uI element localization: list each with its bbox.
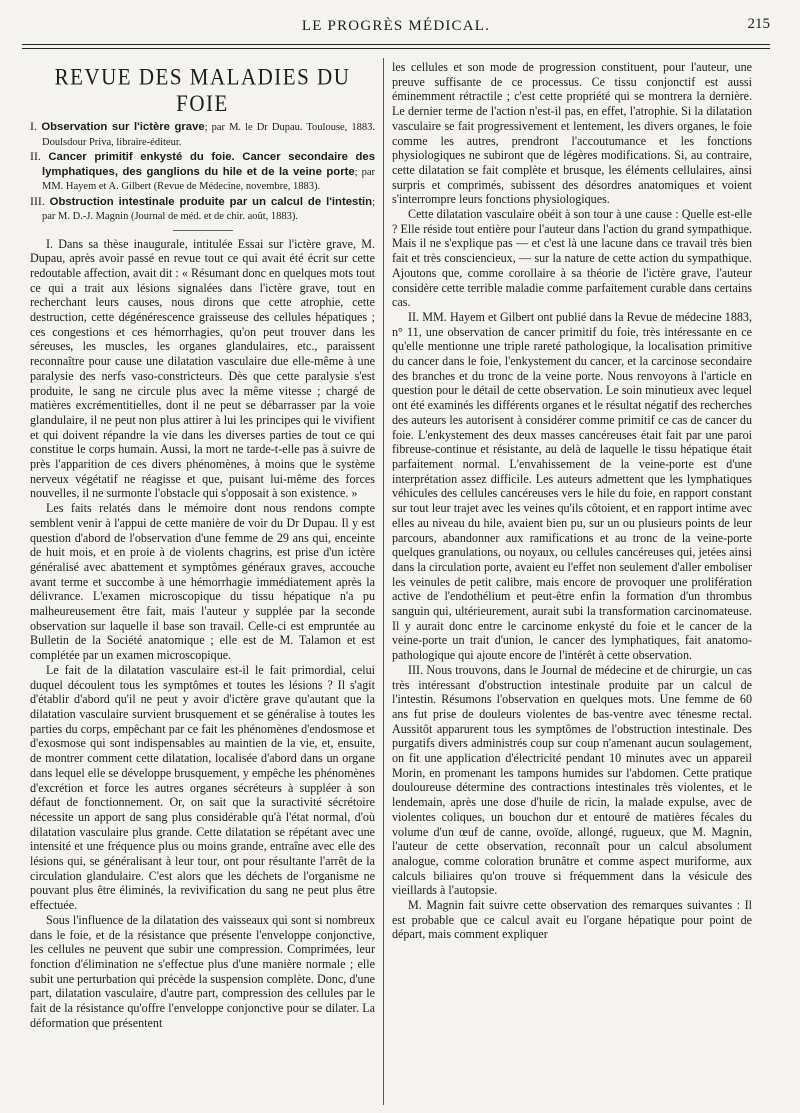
page-number: 215 <box>747 16 770 32</box>
body-paragraph: II. MM. Hayem et Gilbert ont publié dans la Revue de médecine 1883, n° 11, une observation de cancer primitif du foie, très intéressante en ce qu'elle mentionne une triple rareté pathologique, la localisation primitive du cancer dans le foie, l'enkystement du cancer, et la carcinose secondaire des branches et du tronc de la veine porte. Nous renvoyons à l'article en question pour le détail de cette observation. Le soin minutieux avec lequel ont été examinés les différents organes et le résultat négatif des recherches des auteurs les autorisent à considérer comme primitif ce cas de cancer du foie. L'enkystement des deux masses cancéreuses était fait par une paroi fibreuse-continue et résistante, au delà de laquelle le tissu hépatique était parfaitement normal. L'envahissement de la veine-porte est d'une interprétation assez difficile. Les auteurs admettent que les lymphatiques véhicules des cellules cancéreuses vers le hile du foie, en rapport constant sur tout leur trajet avec les veines qu'ils côtoient, et en rapport intime avec elles au niveau du hile, avaient bien pu, sur un ou plusieurs points de leur parcours, abandonner aux ramifications et au tronc de la veine-porte quelques granulations, ou noyaux, ou cellules cancéreuses qui, jetées ainsi dans la circulation porte, avaient eu l'effet non seulement d'aller emboliser les veinules de petit calibre, mais encore de provoquer une prolifération active de l'endothélium et peut-être enfin la formation d'un thrombus sanguin qui, ultérieurement, aurait subi la transformation carcinomateuse. Il y aurait donc entre le carcinome enkysté du foie et le cancer de la veine-porte un trait d'union, le cancer des lymphatiques, fait anatomo-pathologique qui ajoute encore de l'intérêt à cette observation. <box>392 309 752 663</box>
body-paragraph: III. Nous trouvons, dans le Journal de médecine et de chirurgie, un cas très intéressant d'obstruction intestinale produite par un calcul de l'intestin. Résumons l'observation en quelques mots. Une femme de 60 ans fut prise de douleurs violentes de bas-ventre avec ténesme rectal. Aussitôt apparurent tous les symptômes de l'obstruction intestinale. Des purgatifs divers administrés coup sur coup n'amenant aucun soulagement, on fit une application d'électricité pendant 10 minutes avec un appareil Morin, en promenant les tampons humides sur l'abdomen. Cette pratique douloureuse détermine des contractions intestinales très violentes, et le lendemain, après une dose d'huile de ricin, la malade expulse, avec de violentes coliques, un bouchon dur et entouré de matières fécales du volume d'un œuf de canne, ovoïde, allongé, rugueux, que M. Magnin, l'auteur de cette observation, reconnaît pour un calcul absolument analogue, comme coloration brunâtre et comme aspect muriforme, aux calculs biliaires qu'on trouve si fréquemment dans la vésicule des vieillards à l'autopsie. <box>392 662 752 898</box>
toc-divider <box>173 230 233 231</box>
column-divider <box>383 58 384 1105</box>
section-title: REVUE DES MALADIES DU FOIE <box>54 63 351 117</box>
toc-meta: ; par M. D.-J. Magnin (Journal de méd. et de chir. août, 1883). <box>42 196 375 222</box>
toc-title: Cancer primitif enkysté du foie. Cancer secondaire des lymphatiques, des ganglions du hile et de la veine porte <box>42 151 375 178</box>
body-paragraph: les cellules et son mode de progression constituent, pour l'auteur, une preuve suffisante de ce processus. Ce tissu conjonctif est aussi éminemment rétractile ; c'est cette propriété qui se montrera la dernière. Le dernier terme de l'action n'est-il pas, en effet, l'atrophie. Si la dilatation vasculaire se fait progressivement et lentement, les divers organes, le foie comme les autres, prendront l'accoutumance et les fonctions physiologiques ne subiront que de légères modifications. Si, au contraire, cette dilatation se fait complète et brusque, les éléments cellulaires, ainsi surpris et comprimés, subissent des désordres anatomiques et voient s'interrompre leurs fonctions physiologiques. <box>392 60 752 207</box>
toc-item <box>30 195 375 224</box>
body-paragraph: Les faits relatés dans le mémoire dont nous rendons compte semblent venir à l'appui de cette manière de voir du Dr Dupau. Il y est question d'abord de l'observation d'une femme de 29 ans qui, enceinte de huit mois, et en proie à de violents chagrins, est prise d'un ictère généralisé avec abattement et symptômes généraux graves, accouche avant terme et succombe à une hémorrhagie immédiatement après la délivrance. L'examen microscopique du tissu hépatique n'a pu malheureusement être fait, mais l'auteur y supplée par la seconde observation sur laquelle il base son travail. Celle-ci est empruntée au Bulletin de la Société anatomique ; elle est de M. Talamon et est complétée par un examen microscopique. <box>30 501 375 663</box>
body-paragraph: Sous l'influence de la dilatation des vaisseaux qui sont si nombreux dans le foie, et de la résistance que présente l'enveloppe conjonctive, les cellules ne peuvent que subir une compression. Comprimées, leur fonction d'élimination ne s'effectue plus d'une manière normale ; elle subit une perturbation qui précède la suspension complète. Donc, d'une part, dilatation vasculaire, d'autre part, compression des cellules par le fait de la résistance qu'offre l'enveloppe conjonctive pour se dilater. La déformation que présentent <box>30 912 375 1030</box>
header-rule-thin <box>22 48 770 49</box>
toc-number: II. <box>30 149 41 163</box>
toc-meta: ; par MM. Hayem et A. Gilbert (Revue de Médecine, novembre, 1883). <box>42 166 375 192</box>
toc-number: I. <box>30 119 37 133</box>
table-of-contents <box>30 120 375 224</box>
header-rule <box>22 44 770 45</box>
left-column <box>30 58 375 1105</box>
toc-item <box>30 120 375 149</box>
right-column <box>392 60 752 1105</box>
toc-meta: ; par M. le Dr Dupau. Toulouse, 1883. Doulsdour Priva, libraire-éditeur. <box>42 122 375 148</box>
body-paragraph: I. Dans sa thèse inaugurale, intitulée Essai sur l'ictère grave, M. Dupau, après avoir passé en revue tout ce qui avait été écrit sur cette redoutable affection, avait dit : « Résumant donc en quelques mots tout ce qui a trait aux lésions signalées dans l'ictère grave, tout en recherchant leurs causes, nous dirons que cette atrophie, cette destruction, cette dégénérescence graisseuse des cellules hépatiques ; ces congestions et ces hémorrhagies, qu'on peut trouver dans les séreuses, les muscles, les organes glandulaires, etc., paraissent reconnaître pour cause une dilatation vasculaire due elle-même à une paralysie des nerfs vaso-constricteurs. Dès que cette paralysie s'est produite, le sang ne circule plus avec la même vitesse ; chargé de matières excrémentitielles, dont il ne peut se débarrasser par la voie glandulaire, il ne peut non plus attirer à lui les principes qui le vivifient et qui doivent répandre la vie dans les diverses parties de tout ce qui constitue le corps humain. Aussi, la mort ne tarde-t-elle pas à suivre de près l'apparition de ces divers phénomènes, à moins que le système nerveux végétatif ne réagisse et que, puisant lui-même des forces nouvelles, il ne surmonte l'obstacle qui s'opposait à son existence. » <box>30 236 375 501</box>
body-paragraph: Le fait de la dilatation vasculaire est-il le fait primordial, celui duquel découlent tous les symptômes et toutes les lésions ? Il s'agit d'établir d'abord qu'il ne peut y avoir d'ictère grave qu'autant que la dilatation vasculaire survient brusquement et se généralise à toutes les parties du corps, empêchant par ce fait les phénomènes d'endosmose et d'exosmose qui sont indispensables au maintien de la vie, et, ensuite, de montrer comment cette dilatation, localisée d'abord dans un organe dans lequel elle se développe brusquement, y empêche les phénomènes d'excrétion et force les autres organes sécréteurs à suppléer à son défaut de fonctionnement. Or, on sait que la suractivité sécrétoire nécessite un apport de sang plus considérable qu'à l'état normal, d'où dilatation vasculaire plus grande. Cette dilatation se répétant avec une intensité et une fréquence plus ou moins grande, entraîne avec elle des lésions qui, se généralisant à leur tour, ont pour résultante l'arrêt de la circulation glandulaire. C'est alors que les déchets de l'organisme ne pouvant plus être éliminés, la revivification du sang ne peut plus être effectuée. <box>30 662 375 913</box>
toc-item <box>30 150 375 194</box>
body-paragraph: Cette dilatation vasculaire obéit à son tour à une cause : Quelle est-elle ? Elle réside tout entière pour l'auteur dans l'action du grand sympathique. Mais il ne s'explique pas — et c'est là une lacune dans ce travail très bien fait et très consciencieux, — sur la nature de cette action du sympathique. Ajoutons que, comme corollaire à sa théorie de l'ictère grave, l'auteur considère cette terrible maladie comme parfaitement curable dans certains cas. <box>392 207 752 310</box>
toc-number: III. <box>30 193 45 208</box>
running-title: LE PROGRÈS MÉDICAL. <box>301 18 491 34</box>
toc-title: Obstruction intestinale produite par un calcul de l'intestin <box>49 195 373 208</box>
body-paragraph: M. Magnin fait suivre cette observation des remarques suivantes : Il est probable que ce calcul avait eu l'organe hépatique pour point de départ, mais comment expliquer <box>392 898 752 942</box>
page-header <box>22 14 770 40</box>
toc-title: Observation sur l'ictère grave <box>41 121 205 133</box>
